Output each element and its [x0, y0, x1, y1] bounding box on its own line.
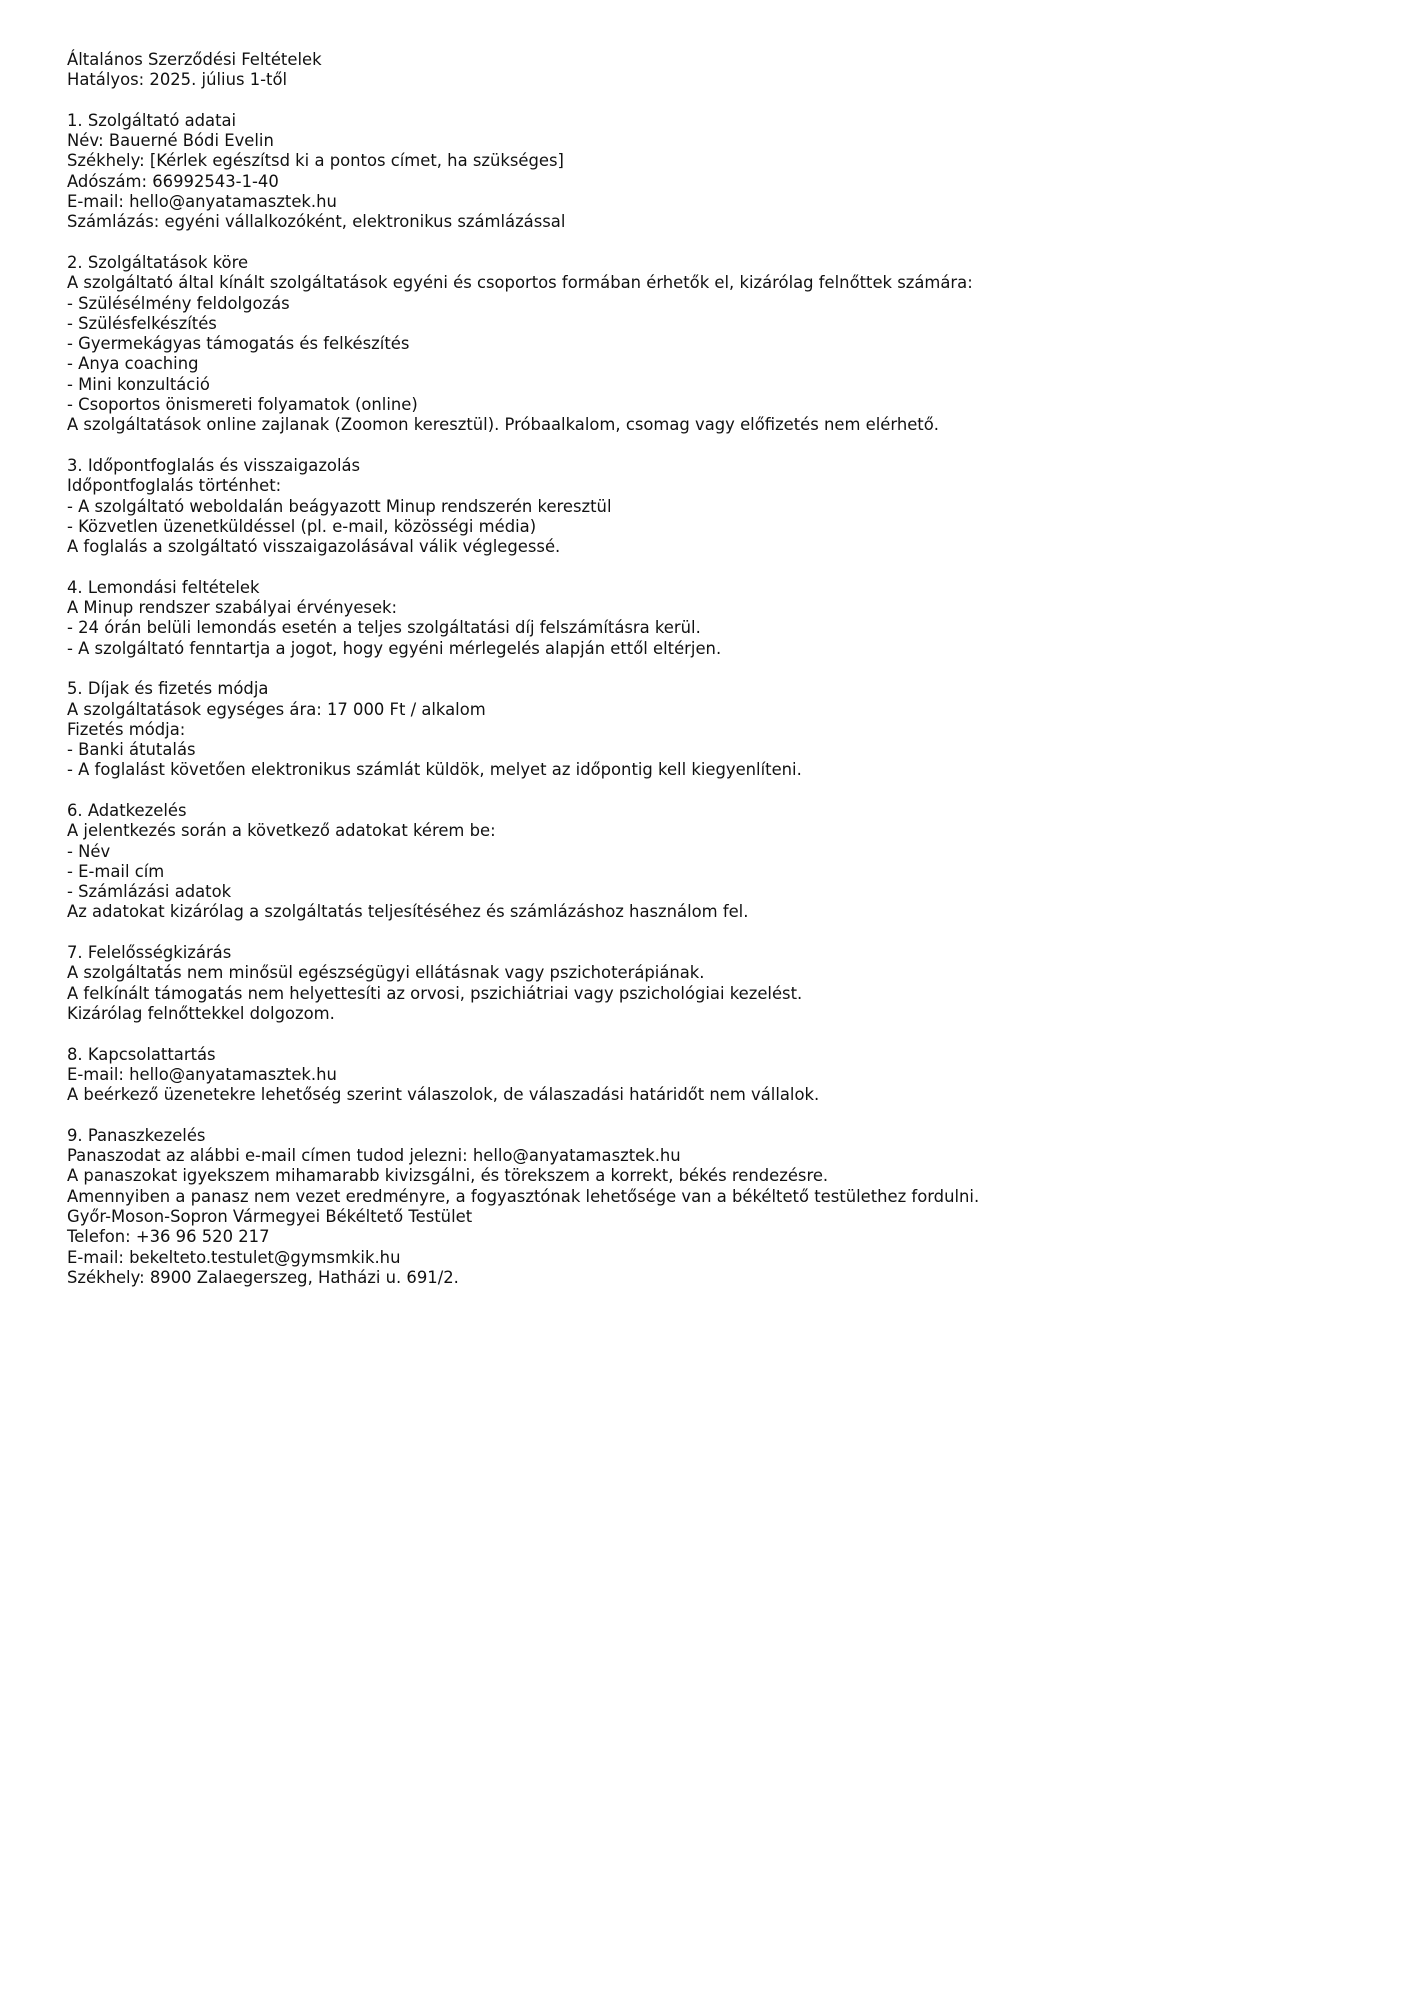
section-heading: 2. Szolgáltatások köre [67, 252, 249, 272]
section-line: A Minup rendszer szabályai érvényesek: [67, 598, 398, 618]
section-spacer [67, 923, 1367, 943]
section-spacer [67, 659, 1367, 679]
section-line: - Közvetlen üzenetküldéssel (pl. e-mail, közösségi média) [67, 516, 537, 536]
section-spacer [67, 557, 1367, 577]
section-2 [67, 233, 1367, 436]
section-heading: 3. Időpontfoglalás és visszaigazolás [67, 455, 361, 475]
section-line: - Gyermekágyas támogatás és felkészítés [67, 334, 410, 354]
section-line: - Számlázási adatok [67, 882, 232, 902]
section-line: - A szolgáltató weboldalán beágyazott Minup rendszerén keresztül [67, 496, 612, 516]
document-sections [67, 91, 1367, 1289]
section-heading: 1. Szolgáltató adatai [67, 110, 237, 130]
document-page [67, 50, 1367, 1288]
section-line: Adószám: 66992543-1-40 [67, 171, 279, 191]
section-heading: 9. Panaszkezelés [67, 1125, 206, 1145]
section-line: - A foglalást követően elektronikus számlát küldök, melyet az időpontig kell kiegyenlíteni. [67, 760, 802, 780]
section-heading: 7. Felelősségkizárás [67, 943, 232, 963]
section-line: - A szolgáltató fenntartja a jogot, hogy egyéni mérlegelés alapján ettől eltérjen. [67, 638, 722, 658]
section-line: E-mail: hello@anyatamasztek.hu [67, 1064, 337, 1084]
section-line: A szolgáltatások egységes ára: 17 000 Ft / alkalom [67, 699, 486, 719]
document-title: Általános Szerződési Feltételek [67, 50, 322, 69]
section-line: A szolgáltatás nem minősül egészségügyi ellátásnak vagy pszichoterápiának. [67, 963, 705, 983]
section-line: - Szülésélmény feldolgozás [67, 293, 290, 313]
section-heading: 8. Kapcsolattartás [67, 1044, 216, 1064]
section-9 [67, 1105, 1367, 1288]
section-line: Fizetés módja: [67, 719, 186, 739]
section-line: - Anya coaching [67, 354, 199, 374]
section-line: Telefon: +36 96 520 217 [67, 1227, 270, 1247]
section-line: - Mini konzultáció [67, 374, 210, 394]
section-5 [67, 659, 1367, 781]
section-1 [67, 91, 1367, 233]
section-line: Győr-Moson-Sopron Vármegyei Békéltető Testület [67, 1206, 473, 1226]
section-line: A felkínált támogatás nem helyettesíti az orvosi, pszichiátriai vagy pszichológiai kezelést. [67, 983, 803, 1003]
section-8 [67, 1024, 1367, 1105]
section-line: E-mail: bekelteto.testulet@gymsmkik.hu [67, 1247, 401, 1267]
section-line: Székhely: [Kérlek egészítsd ki a pontos címet, ha szükséges] [67, 151, 564, 171]
section-heading: 6. Adatkezelés [67, 800, 187, 820]
effective-date: Hatályos: 2025. július 1-től [67, 70, 288, 90]
section-spacer [67, 781, 1367, 801]
section-line: A szolgáltatások online zajlanak (Zoomon keresztül). Próbaalkalom, csomag vagy előfizetés nem elérhető. [67, 415, 939, 435]
section-3 [67, 436, 1367, 558]
section-spacer [67, 436, 1367, 456]
section-line: Székhely: 8900 Zalaegerszeg, Hatházi u. 691/2. [67, 1267, 459, 1287]
section-line: Számlázás: egyéni vállalkozóként, elektronikus számlázással [67, 212, 566, 232]
section-spacer [67, 91, 1367, 111]
section-line: Név: Bauerné Bódi Evelin [67, 131, 274, 151]
section-line: A jelentkezés során a következő adatokat kérem be: [67, 821, 496, 841]
section-line: Panaszodat az alábbi e-mail címen tudod jelezni: hello@anyatamasztek.hu [67, 1146, 681, 1166]
section-spacer [67, 1105, 1367, 1125]
section-line: Amennyiben a panasz nem vezet eredményre, a fogyasztónak lehetősége van a békéltető testülethez fordulni. [67, 1186, 980, 1206]
section-line: A foglalás a szolgáltató visszaigazolásával válik véglegessé. [67, 537, 561, 557]
section-line: - E-mail cím [67, 861, 165, 881]
section-6 [67, 781, 1367, 923]
section-line: - Banki átutalás [67, 740, 196, 760]
section-4 [67, 557, 1367, 658]
section-line: A beérkező üzenetekre lehetőség szerint válaszolok, de válaszadási határidőt nem vállalok. [67, 1085, 820, 1105]
section-line: E-mail: hello@anyatamasztek.hu [67, 192, 337, 212]
section-heading: 5. Díjak és fizetés módja [67, 679, 269, 699]
section-spacer [67, 1024, 1367, 1044]
section-line: Időpontfoglalás történhet: [67, 476, 282, 496]
section-line: - Csoportos önismereti folyamatok (online) [67, 395, 418, 415]
section-heading: 4. Lemondási feltételek [67, 577, 260, 597]
section-line: - Szülésfelkészítés [67, 313, 217, 333]
section-line: - 24 órán belüli lemondás esetén a teljes szolgáltatási díj felszámításra kerül. [67, 618, 701, 638]
section-spacer [67, 233, 1367, 253]
section-7 [67, 923, 1367, 1024]
section-line: Kizárólag felnőttekkel dolgozom. [67, 1003, 335, 1023]
section-line: Az adatokat kizárólag a szolgáltatás teljesítéséhez és számlázáshoz használom fel. [67, 902, 749, 922]
section-line: - Név [67, 841, 111, 861]
section-line: A panaszokat igyekszem mihamarabb kivizsgálni, és törekszem a korrekt, békés rendezésre. [67, 1166, 829, 1186]
section-line: A szolgáltató által kínált szolgáltatások egyéni és csoportos formában érhetők el, kizárólag felnőttek számára: [67, 273, 973, 293]
